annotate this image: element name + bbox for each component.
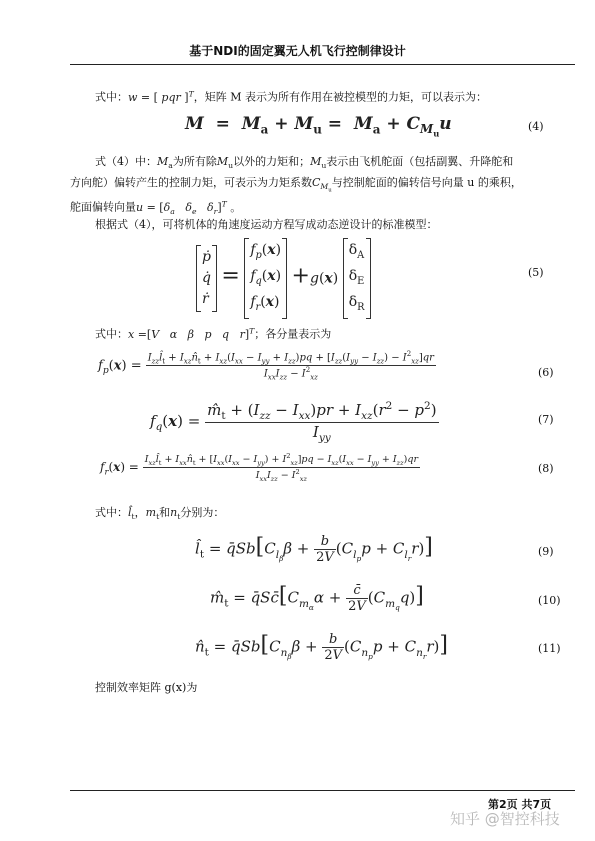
equation-11: $n̂_t$ = $q̄Sb[C_{n_\beta}\beta$ + $\frac{b}{2V}$ $(C_{n_p}p + C_{n_r}r)$] <box>195 632 448 663</box>
equation-9: $l̂_t$ = $q̄Sb[C_{l_\beta}\beta$ + $\frac{b}{2V}$ $(C_{l_p}p + C_{l_r}r)$] <box>195 534 433 565</box>
header-rule <box>70 64 575 65</box>
equation-number: (9) <box>538 545 554 558</box>
text-span: 方向舵）偏转产生的控制力矩，可表示为力矩系数 <box>70 176 312 189</box>
equation-number: (8) <box>538 462 554 475</box>
text-span: 和 <box>159 506 171 519</box>
math-inline: $l̂_t$ <box>128 506 135 522</box>
equation-8: $f_r(x)$ = $I_{xz}l̂_t$ + $I_{xx}n̂_t + [I_{xx}(I_{xx} - I_{yy}) + I^2_{xz}]pq - I_{xz}(I_{xx} - I_{yy} + I_{zz})qr$ $I_{xx}I_{zz} - I^2_{xz}$ <box>100 452 418 484</box>
equation-10: $m̂_t$ = $q̄Sc̄[C_{m_\alpha}\alpha$ + $\frac{c̄}{2V}$ $(C_{m_q}q)$] <box>210 583 424 614</box>
math-inline-x: x =[V α β p q r]$^T$ <box>128 326 255 341</box>
math-inline: $C_{M_u}$ <box>312 176 332 194</box>
text-span: 与控制舵面的偏转信号向量 u 的乘积， <box>331 176 522 189</box>
equation-number: (6) <box>538 366 554 379</box>
math-inline: $M_u$ <box>310 155 327 171</box>
text-line-5: 根据式（4），可将机体的角速度运动方程写成动态逆设计的标准模型： <box>95 218 438 231</box>
math-inline: $M_a$ <box>157 155 173 171</box>
text-span: ；各分量表示为 <box>254 327 332 341</box>
text-span: 表示由飞机舵面（包括副翼、升降舵和 <box>326 155 514 168</box>
math-inline-u: $u = [\delta_a$ $\delta_e$ $\delta_r]^T$ 。 <box>136 199 242 216</box>
text-span: 以外的力矩和； <box>233 155 311 168</box>
text-line-8: 控制效率矩阵 g(x)为 <box>95 681 198 694</box>
text-span: 式中： <box>95 327 128 341</box>
text-span: 式中： <box>95 506 128 519</box>
equation-5: ṗ q̇ ṙ = $f_p(x)$ $f_q(x)$ $f_r(x) +g(x)$ $\delta_A$ $\delta_E$ $\delta_R$ <box>196 238 371 319</box>
text-line-7 <box>95 503 224 527</box>
text-span: 式（4）中： <box>95 155 157 168</box>
text-span: 舵面偏转向量 <box>70 200 136 214</box>
page-number: 第2页 共7页 <box>488 798 552 811</box>
equation-number: (7) <box>538 413 554 426</box>
equation-number: (4) <box>528 120 544 133</box>
footer-rule <box>70 790 575 791</box>
text-line-1 <box>95 84 487 108</box>
equation-6: $f_p(x)$ = $I_{zz}l̂_t$ + $I_{xz}n̂_t + I_{xz}(I_{xx} - I_{yy} + I_{zz})pq + [I_{zz}(I_{yy} - I_{zz}) - I^2_{xz}]qr$ $I_{xx}I_{zz} - I^2_{xz}$ <box>98 350 434 382</box>
text-span: ， <box>134 506 146 519</box>
equation-number: (5) <box>528 266 544 279</box>
equation-number: (11) <box>538 642 561 655</box>
text-span: 分别为： <box>180 506 225 519</box>
running-header: 基于NDI的固定翼无人机飞行控制律设计 <box>189 44 406 58</box>
matrix-delta: $\delta_A$ $\delta_E$ $\delta_R$ <box>343 238 371 319</box>
math-inline: $m_t$ <box>145 506 160 522</box>
equation-4: $M = M_a + M_u = M_a + C_{M_u}u$ <box>185 114 452 139</box>
math-inline: $M_u$ <box>216 155 234 171</box>
text-line-6 <box>95 321 331 345</box>
text-span: 为所有除 <box>172 155 217 168</box>
matrix-f: $f_p(x)$ $f_q(x)$ $f_r(x)$ <box>244 238 287 319</box>
math-inline: $n_t$ <box>170 506 181 522</box>
equation-number: (10) <box>538 594 561 607</box>
math-inline-w: w = [ pqr ]$^T$ <box>128 89 194 104</box>
watermark: 知乎 @智控科技 <box>450 810 560 828</box>
equation-7: $f_q(x)$ = $\frac{m̂_t + (I_{zz} - I_{xx})pr + I_{xz}(r^2 - p^2)}{I_{yy}}$ <box>150 400 437 444</box>
text-span: 式中： <box>95 90 128 104</box>
matrix-rates: ṗ q̇ ṙ <box>196 245 217 312</box>
text-span: ，矩阵 M 表示为所有作用在被控模型的力矩，可以表示为： <box>193 90 487 104</box>
